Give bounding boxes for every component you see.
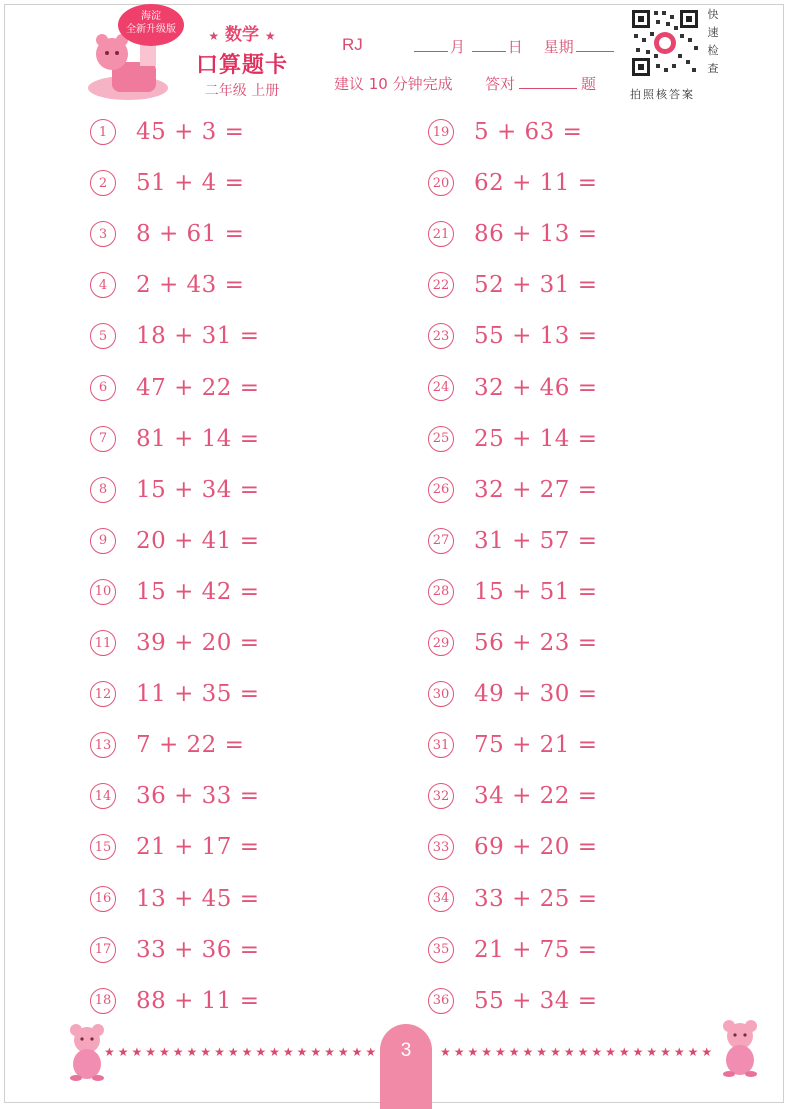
problem-number: 36: [428, 988, 454, 1014]
problem-expression: 86 + 13 =: [474, 221, 598, 248]
problem-number: 7: [90, 426, 116, 452]
problem-number: 33: [428, 834, 454, 860]
problem-item: [428, 986, 598, 1016]
problem-item: [428, 373, 598, 403]
problem-item: [428, 577, 598, 607]
problem-number: 25: [428, 426, 454, 452]
problem-item: [90, 168, 244, 198]
problem-expression: 32 + 27 =: [474, 476, 598, 503]
problem-item: [428, 475, 598, 505]
brand-edition: 全新升级版: [126, 24, 176, 35]
problem-item: [90, 373, 260, 403]
time-suggestion: 建议 10 分钟完成: [334, 75, 453, 93]
problem-item: [90, 424, 260, 454]
problem-number: 21: [428, 221, 454, 247]
problem-expression: 55 + 13 =: [474, 323, 598, 350]
problem-number: 14: [90, 783, 116, 809]
problem-item: [90, 679, 260, 709]
month-label: 月: [450, 38, 466, 56]
problem-expression: 75 + 21 =: [474, 732, 598, 759]
day-field[interactable]: [472, 37, 506, 52]
problem-expression: 51 + 4 =: [136, 170, 245, 197]
problem-number: 8: [90, 477, 116, 503]
qr-bottom-caption: 拍照核答案: [630, 88, 695, 101]
problem-expression: 8 + 61 =: [136, 221, 245, 248]
brand-name: 海淀: [141, 11, 161, 22]
problem-number: 1: [90, 119, 116, 145]
problem-number: 16: [90, 886, 116, 912]
problem-expression: 7 + 22 =: [136, 732, 245, 759]
problem-expression: 62 + 11 =: [474, 170, 598, 197]
date-fields: [414, 36, 616, 57]
problem-number: 19: [428, 119, 454, 145]
bear-icon: [715, 1016, 767, 1078]
problem-number: 9: [90, 528, 116, 554]
problem-item: [90, 117, 244, 147]
card-title: 口算题卡: [195, 53, 288, 78]
score-field[interactable]: [519, 74, 577, 89]
problem-item: [90, 832, 260, 862]
problem-expression: 36 + 33 =: [136, 783, 260, 810]
page-number: 3: [400, 1040, 412, 1061]
problem-number: 18: [90, 988, 116, 1014]
problem-expression: 15 + 34 =: [136, 476, 260, 503]
problem-number: 2: [90, 170, 116, 196]
problem-expression: 45 + 3 =: [136, 119, 245, 145]
problem-item: [428, 168, 598, 198]
subject-title: [194, 20, 290, 45]
problem-number: 26: [428, 477, 454, 503]
problem-item: [90, 270, 244, 300]
problem-item: [428, 117, 582, 147]
problem-item: [90, 321, 260, 351]
problem-item: [90, 781, 260, 811]
problem-expression: 21 + 75 =: [474, 936, 598, 963]
problem-item: [90, 986, 260, 1016]
brand-badge: [118, 4, 184, 46]
problem-number: 10: [90, 579, 116, 605]
problem-expression: 2 + 43 =: [136, 272, 245, 299]
problem-expression: 32 + 46 =: [474, 374, 598, 401]
problem-expression: 21 + 17 =: [136, 834, 260, 861]
problem-number: 3: [90, 221, 116, 247]
problem-number: 30: [428, 681, 454, 707]
problem-item: [428, 679, 598, 709]
problem-expression: 18 + 31 =: [136, 323, 260, 350]
problem-item: [428, 832, 598, 862]
problem-expression: 52 + 31 =: [474, 272, 598, 299]
problem-item: [428, 935, 598, 965]
problem-number: 20: [428, 170, 454, 196]
bear-icon: [62, 1020, 114, 1082]
problem-expression: 11 + 35 =: [136, 681, 260, 708]
problem-number: 28: [428, 579, 454, 605]
problem-expression: 13 + 45 =: [136, 885, 260, 912]
footer-stars-right: ★★★★★★★★★★★★★★★★★★★★: [440, 1045, 716, 1059]
weekday-field[interactable]: [576, 37, 614, 52]
problem-expression: 25 + 14 =: [474, 425, 598, 452]
edition-label: RJ: [342, 35, 363, 54]
problem-item: [90, 628, 260, 658]
problem-item: [428, 730, 598, 760]
problem-expression: 69 + 20 =: [474, 834, 598, 861]
problem-expression: 56 + 23 =: [474, 630, 598, 656]
problem-item: [428, 628, 598, 658]
problem-expression: 33 + 36 =: [136, 936, 260, 963]
problem-expression: 88 + 11 =: [136, 987, 260, 1014]
problem-item: [428, 321, 598, 351]
problem-item: [90, 730, 244, 760]
subject-label: 数学: [225, 25, 259, 45]
problem-expression: 55 + 34 =: [474, 987, 598, 1014]
score-label: 答对: [485, 75, 516, 93]
problem-number: 6: [90, 375, 116, 401]
problem-item: [428, 270, 598, 300]
problem-number: 13: [90, 732, 116, 758]
problem-number: 32: [428, 783, 454, 809]
star-icon: ★: [264, 29, 276, 43]
score-area: [485, 73, 596, 94]
problem-expression: 81 + 14 =: [136, 425, 260, 452]
problem-number: 24: [428, 375, 454, 401]
qr-code-icon[interactable]: [630, 8, 700, 78]
problem-item: [90, 935, 260, 965]
problem-expression: 15 + 51 =: [474, 578, 598, 605]
problem-number: 35: [428, 937, 454, 963]
problem-number: 17: [90, 937, 116, 963]
problem-item: [90, 475, 260, 505]
problem-number: 34: [428, 886, 454, 912]
problem-expression: 47 + 22 =: [136, 374, 260, 401]
problem-number: 11: [90, 630, 116, 656]
problem-number: 23: [428, 323, 454, 349]
page-number-tab: [380, 1024, 432, 1109]
problem-expression: 33 + 25 =: [474, 885, 598, 912]
problem-item: [428, 526, 598, 556]
problem-item: [90, 526, 260, 556]
problem-item: [90, 219, 244, 249]
problem-item: [90, 884, 260, 914]
problem-expression: 39 + 20 =: [136, 630, 260, 656]
problem-expression: 31 + 57 =: [474, 527, 598, 554]
problem-expression: 49 + 30 =: [474, 681, 598, 708]
weekday-label: 星期: [543, 38, 574, 56]
problem-expression: 5 + 63 =: [474, 119, 583, 145]
problem-number: 29: [428, 630, 454, 656]
footer-stars-left: ★★★★★★★★★★★★★★★★★★★★: [104, 1045, 380, 1059]
star-icon: ★: [208, 29, 220, 43]
score-unit: 题: [581, 75, 597, 93]
problem-expression: 15 + 42 =: [136, 578, 260, 605]
problem-item: [90, 577, 260, 607]
problem-number: 22: [428, 272, 454, 298]
problem-number: 5: [90, 323, 116, 349]
problem-item: [428, 781, 598, 811]
problem-number: 31: [428, 732, 454, 758]
problem-item: [428, 884, 598, 914]
problem-number: 15: [90, 834, 116, 860]
problem-expression: 20 + 41 =: [136, 527, 260, 554]
problem-number: 12: [90, 681, 116, 707]
problem-number: 27: [428, 528, 454, 554]
problem-expression: 34 + 22 =: [474, 783, 598, 810]
problem-item: [428, 424, 598, 454]
problem-number: 4: [90, 272, 116, 298]
qr-side-caption: 快 速 检 查: [707, 8, 719, 75]
day-label: 日: [507, 38, 523, 56]
grade-label: 二年级 上册: [204, 83, 280, 99]
problem-item: [428, 219, 598, 249]
month-field[interactable]: [414, 37, 448, 52]
